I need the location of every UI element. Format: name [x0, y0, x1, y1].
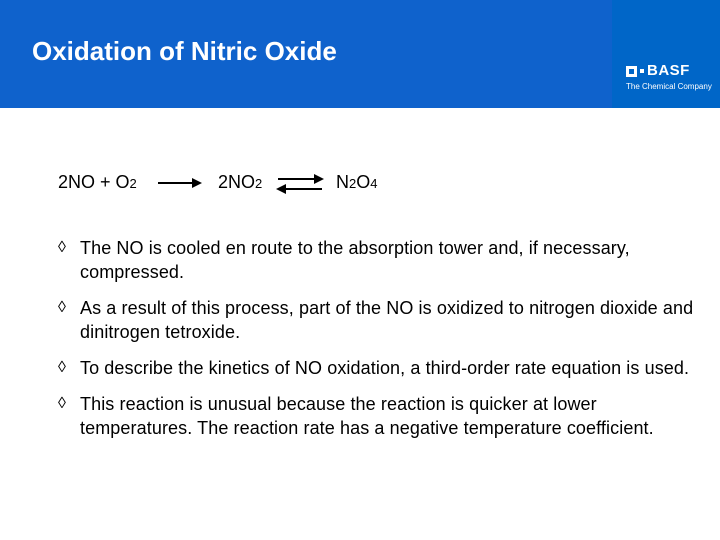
- equation-term-text: O: [356, 172, 371, 192]
- slide-title: Oxidation of Nitric Oxide: [32, 36, 337, 66]
- equilibrium-arrows-icon: [276, 172, 324, 196]
- equation-subscript: 2: [129, 176, 137, 191]
- bullet-text: To describe the kinetics of NO oxidation, a third-order rate equation is used.: [80, 358, 690, 378]
- logo-tagline: The Chemical Company: [626, 82, 712, 91]
- equation-subscript: 2: [255, 176, 263, 191]
- equation-dimer: [336, 172, 377, 193]
- bullet-text: The NO is cooled en route to the absorption tower and, if necessary, compressed.: [80, 238, 630, 282]
- logo-wordmark: BASF: [647, 62, 690, 79]
- bullet-item: [58, 392, 698, 440]
- equation-term-text: 2NO: [218, 172, 256, 192]
- logo-square-icon: [626, 66, 637, 77]
- equation-reactants: [58, 172, 137, 193]
- reaction-equation: [58, 172, 458, 196]
- equation-term-text: 2NO + O: [58, 172, 130, 192]
- logo-mark: [626, 64, 712, 78]
- bullet-text: This reaction is unusual because the reaction is quicker at lower temperatures. The reaction rate has a negative temperature coefficient.: [80, 394, 654, 438]
- logo-dot-icon: [640, 69, 644, 73]
- equation-term-text: N: [336, 172, 349, 192]
- diamond-bullet-icon: ◊: [58, 359, 67, 376]
- bullet-list: [58, 236, 698, 452]
- basf-logo: [626, 64, 712, 91]
- diamond-bullet-icon: ◊: [58, 395, 67, 412]
- header-banner: [0, 0, 720, 108]
- equation-subscript: 4: [370, 176, 378, 191]
- bullet-item: [58, 236, 698, 284]
- diamond-bullet-icon: ◊: [58, 239, 67, 256]
- equation-subscript: 2: [349, 176, 357, 191]
- diamond-bullet-icon: ◊: [58, 299, 67, 316]
- equation-product: [218, 172, 262, 193]
- right-arrow-icon: [158, 174, 202, 192]
- bullet-item: [58, 296, 698, 344]
- bullet-item: [58, 356, 698, 380]
- bullet-text: As a result of this process, part of the NO is oxidized to nitrogen dioxide and dinitrogen tetroxide.: [80, 298, 694, 342]
